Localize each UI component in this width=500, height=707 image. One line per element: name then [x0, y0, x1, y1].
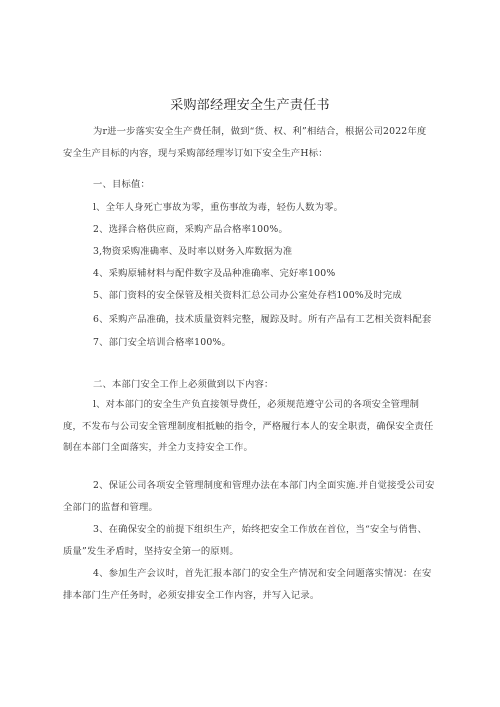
target-item-7: 7、部门安全培训合格率100%。 [93, 337, 231, 348]
target-item-6: 6、采购产品准确，技术质量资料完整，履踪及时。所有产品有工艺相关资料配套 [93, 314, 432, 325]
target-item-2: 2、选择合格供应商，采购产品合格率100%。 [93, 224, 288, 235]
duty-paragraph-4: 4、参加生产会议时，首先汇报本部门的安全生产情况和安全问题落实情况：在安排本部门生产任务时，必须安排安全工作内容，并写入记录。 [63, 568, 432, 601]
intro-paragraph: 为r进一步落实安全生产费任制，做到“货、权、利”相结合，根据公司2022年度安全生产目标的内容，现与采购部经理岑订如下安全生产H标： [63, 126, 427, 159]
duty-paragraph-3: 3、在确保安全的前提下组织生产，始终把安全工作放在首位，当“安全与俏售、质量”发生矛盾时，坚持安全第一的原则。 [63, 524, 427, 557]
section1-heading: 一、目标值： [93, 179, 150, 190]
target-item-5: 5、部门资料的安全保管及相关资料汇总公司办公室处存档100%及时完成 [93, 290, 402, 301]
section2-heading: 二、本部门安全工作上必须做到以下内容： [93, 379, 274, 390]
target-item-3: 3,物资采购准确率、及时率以财务入库数据为准 [93, 246, 293, 257]
target-item-1: l、全年人身死亡事故为零，重伤事故为毒，轻伤人数为零。 [93, 202, 344, 213]
document-title: 采购部经理安全生产责任书 [170, 98, 330, 113]
duty-paragraph-1: l、对本部门的安全生产负直接领导费任，必须规范遵守公司的各项安全管理制度，不发布与公司安全管理制度相抵触的指令，严格履行本人的安全职责，确保安全责任制在本部门全面落实，并全力支持安全工作。 [63, 399, 434, 453]
duty-paragraph-2: 2、保证公司各项安全管理制度和管理办法在本部门内全面实施.并自觉接受公司安全部门的监督和管理。 [63, 480, 435, 513]
target-item-4: 4、采购原辅材料与配件数字及品种准确率、完好率100% [93, 268, 336, 279]
